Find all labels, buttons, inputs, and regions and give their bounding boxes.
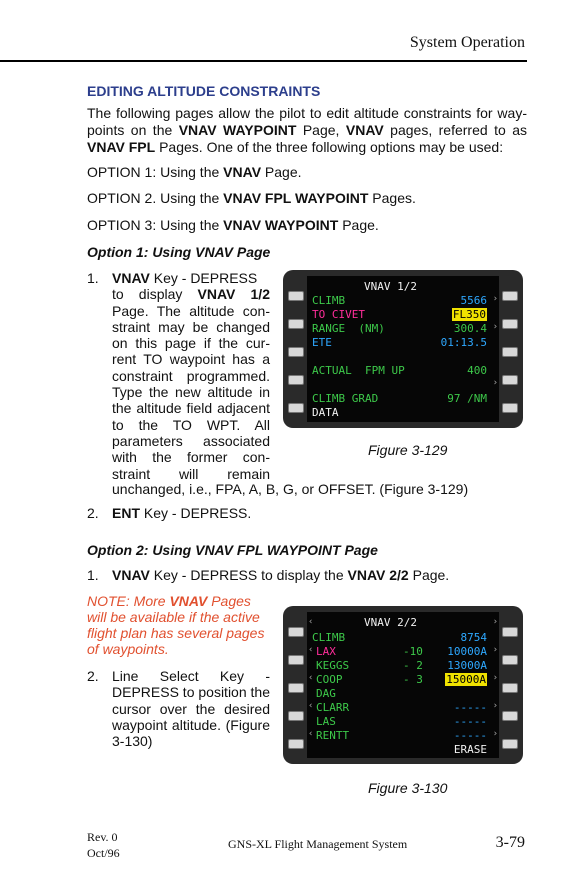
cdu-row-value: 10000A [447,645,487,658]
line-select-key-r4[interactable] [502,375,518,385]
cdu-row-value: 300.4 [453,322,487,335]
right-arrow-icon: › [492,673,498,683]
cdu-erase-prompt[interactable]: ERASE [453,743,487,756]
step-line: cursor over the desired [112,700,270,717]
line-select-key-l5[interactable] [288,403,304,413]
option-3-line: OPTION 3: Using the VNAV WAYPOINT Page. [87,217,379,233]
line-select-key-r3[interactable] [502,347,518,357]
note-line: flight plan has several pages [87,625,265,641]
running-header: System Operation [409,34,525,51]
cdu-page-title: VNAV 1/2 [364,280,417,293]
cdu-row-label: DATA [312,406,339,419]
step-line: the altitude field adjacent [112,400,270,417]
line-select-key-r5[interactable] [502,403,518,413]
line-select-key-r1[interactable] [502,627,518,637]
option-2-step-1-number: 1. [87,567,99,583]
step-line: Line Select Key - [112,668,270,684]
line-select-key-r4[interactable] [502,711,518,721]
note-more-vnav-pages [87,593,272,657]
option-2-step-2-number: 2. [87,668,99,684]
left-arrow-icon: ‹ [308,645,314,655]
cdu-row-label: ACTUAL FPM UP [312,364,405,377]
footer-system-name: GNS-XL Flight Management System [228,837,408,851]
option-1-step-1-continuation: unchanged, i.e., FPA, A, B, G, or OFFSET. (Figure 3-129) [112,481,469,497]
cdu-highlighted-altitude[interactable]: FL350 [452,308,486,321]
option-1-step-2-text: ENT Key - DEPRESS. [112,505,252,521]
cdu-highlighted-altitude[interactable]: 15000A [446,673,486,686]
cdu-row-value: ----- [453,701,487,714]
cdu-row-label: ETE [312,336,332,349]
line-select-key-r2[interactable] [502,655,518,665]
intro-paragraph: The following pages allow the pilot to edit altitude constraints for way-points on the VNAV WAYPOINT Page, VNAV pages, referred to as VNAV FPL Pages. One of the three following options may be used: [87,105,528,155]
step-line: to the TO WPT. All [112,416,270,433]
cdu-display-vnav-2 [283,606,523,764]
footer-page-number: 3-79 [495,834,525,851]
right-arrow-icon: › [492,645,498,655]
cdu-row-mid: -10 [403,645,423,658]
step-line: DEPRESS to position the [112,684,270,701]
line-select-key-r5[interactable] [502,739,518,749]
cdu-display-vnav-1 [283,270,523,428]
cdu-row-value: 97 /NM [447,392,487,405]
step-line: on this page if the cur- [112,335,270,352]
note-line: of waypoints. [87,641,169,657]
option-1-step-2-number: 2. [87,505,99,521]
option-1-heading: Option 1: Using VNAV Page [87,244,271,260]
footer-date: Oct/96 [87,846,120,860]
line-select-key-l2[interactable] [288,655,304,665]
left-arrow-icon: ‹ [308,617,314,627]
line-select-key-l3[interactable] [288,683,304,693]
cdu-row-value: 5566 [460,294,487,307]
line-select-key-l4[interactable] [288,711,304,721]
cdu-row-value: ----- [453,715,487,728]
cdu-row-value: 13000A [447,659,487,672]
cdu-row-label: KEGGS [316,659,350,672]
line-select-key-l3[interactable] [288,347,304,357]
step-line: Page. The altitude con- [112,302,270,319]
left-arrow-icon: ‹ [308,673,314,683]
line-select-key-l4[interactable] [288,375,304,385]
cdu-row-label: TO CIVET [312,308,365,321]
note-line: will be available if the active [87,609,260,625]
option-1-line: OPTION 1: Using the VNAV Page. [87,164,302,180]
cdu-row-mid: - 3 [403,673,423,686]
right-arrow-icon: › [492,294,498,304]
right-arrow-icon: › [492,617,498,627]
step-line: rent TO waypoint has a [112,351,270,368]
cdu-row-value: ----- [453,729,487,742]
cdu-row-value: 01:13.5 [440,336,487,349]
step-line: Type the new altitude in [112,384,270,401]
step-line: to display VNAV 1/2 [112,286,270,303]
cdu-row-label: CLIMB GRAD [312,392,379,405]
figure-caption-3-129: Figure 3-129 [368,442,448,458]
cdu-row-value: 8754 [460,631,487,644]
option-1-step-1-number: 1. [87,270,99,286]
cdu-row-label: RENTT [316,729,350,742]
option-2-heading: Option 2: Using VNAV FPL WAYPOINT Page [87,542,378,558]
right-arrow-icon: › [492,322,498,332]
cdu-screen [307,276,499,422]
line-select-key-l2[interactable] [288,319,304,329]
step-line: constraint programmed. [112,367,270,384]
cdu-row-label: DAG [316,687,336,700]
left-arrow-icon: ‹ [308,701,314,711]
step-line: with the former con- [112,449,270,466]
step-line: straint will remain [112,465,270,482]
step-line: 3-130) [112,733,153,750]
right-arrow-icon: › [492,701,498,711]
cdu-row-label: COOP [316,673,343,686]
cdu-row-label: CLIMB [312,294,346,307]
cdu-row-label: LAX [316,645,336,658]
cdu-screen [307,612,499,758]
cdu-row-label: RANGE (NM) [312,322,385,335]
section-heading: EDITING ALTITUDE CONSTRAINTS [87,83,321,99]
step-line: waypoint altitude. (Figure [112,716,270,733]
cdu-row-label: CLARR [316,701,350,714]
line-select-key-r3[interactable] [502,683,518,693]
cdu-row-value: 400 [467,364,487,377]
line-select-key-r1[interactable] [502,291,518,301]
step-line: parameters associated [112,432,270,449]
option-2-step-1-text: VNAV Key - DEPRESS to display the VNAV 2/2 Page. [112,567,450,583]
header-rule [0,60,527,62]
cdu-row-mid: - 2 [403,659,423,672]
left-arrow-icon: ‹ [308,729,314,739]
right-arrow-icon: › [492,378,498,388]
step-line: straint may be changed [112,318,270,335]
option-2-step-2-text [112,668,270,749]
right-arrow-icon: › [492,729,498,739]
note-line: NOTE: More VNAV Pages [87,593,251,609]
line-select-key-r2[interactable] [502,319,518,329]
figure-caption-3-130: Figure 3-130 [368,780,448,796]
cdu-row-label: CLIMB [312,631,346,644]
footer-revision: Rev. 0 [87,830,118,844]
option-2-line: OPTION 2. Using the VNAV FPL WAYPOINT Pages. [87,190,416,206]
line-select-key-l1[interactable] [288,291,304,301]
cdu-row-label: LAS [316,715,336,728]
line-select-key-l1[interactable] [288,627,304,637]
step-line: VNAV Key - DEPRESS [112,270,258,286]
line-select-key-l5[interactable] [288,739,304,749]
cdu-page-title: VNAV 2/2 [364,616,417,629]
option-1-step-1-text [112,270,270,482]
